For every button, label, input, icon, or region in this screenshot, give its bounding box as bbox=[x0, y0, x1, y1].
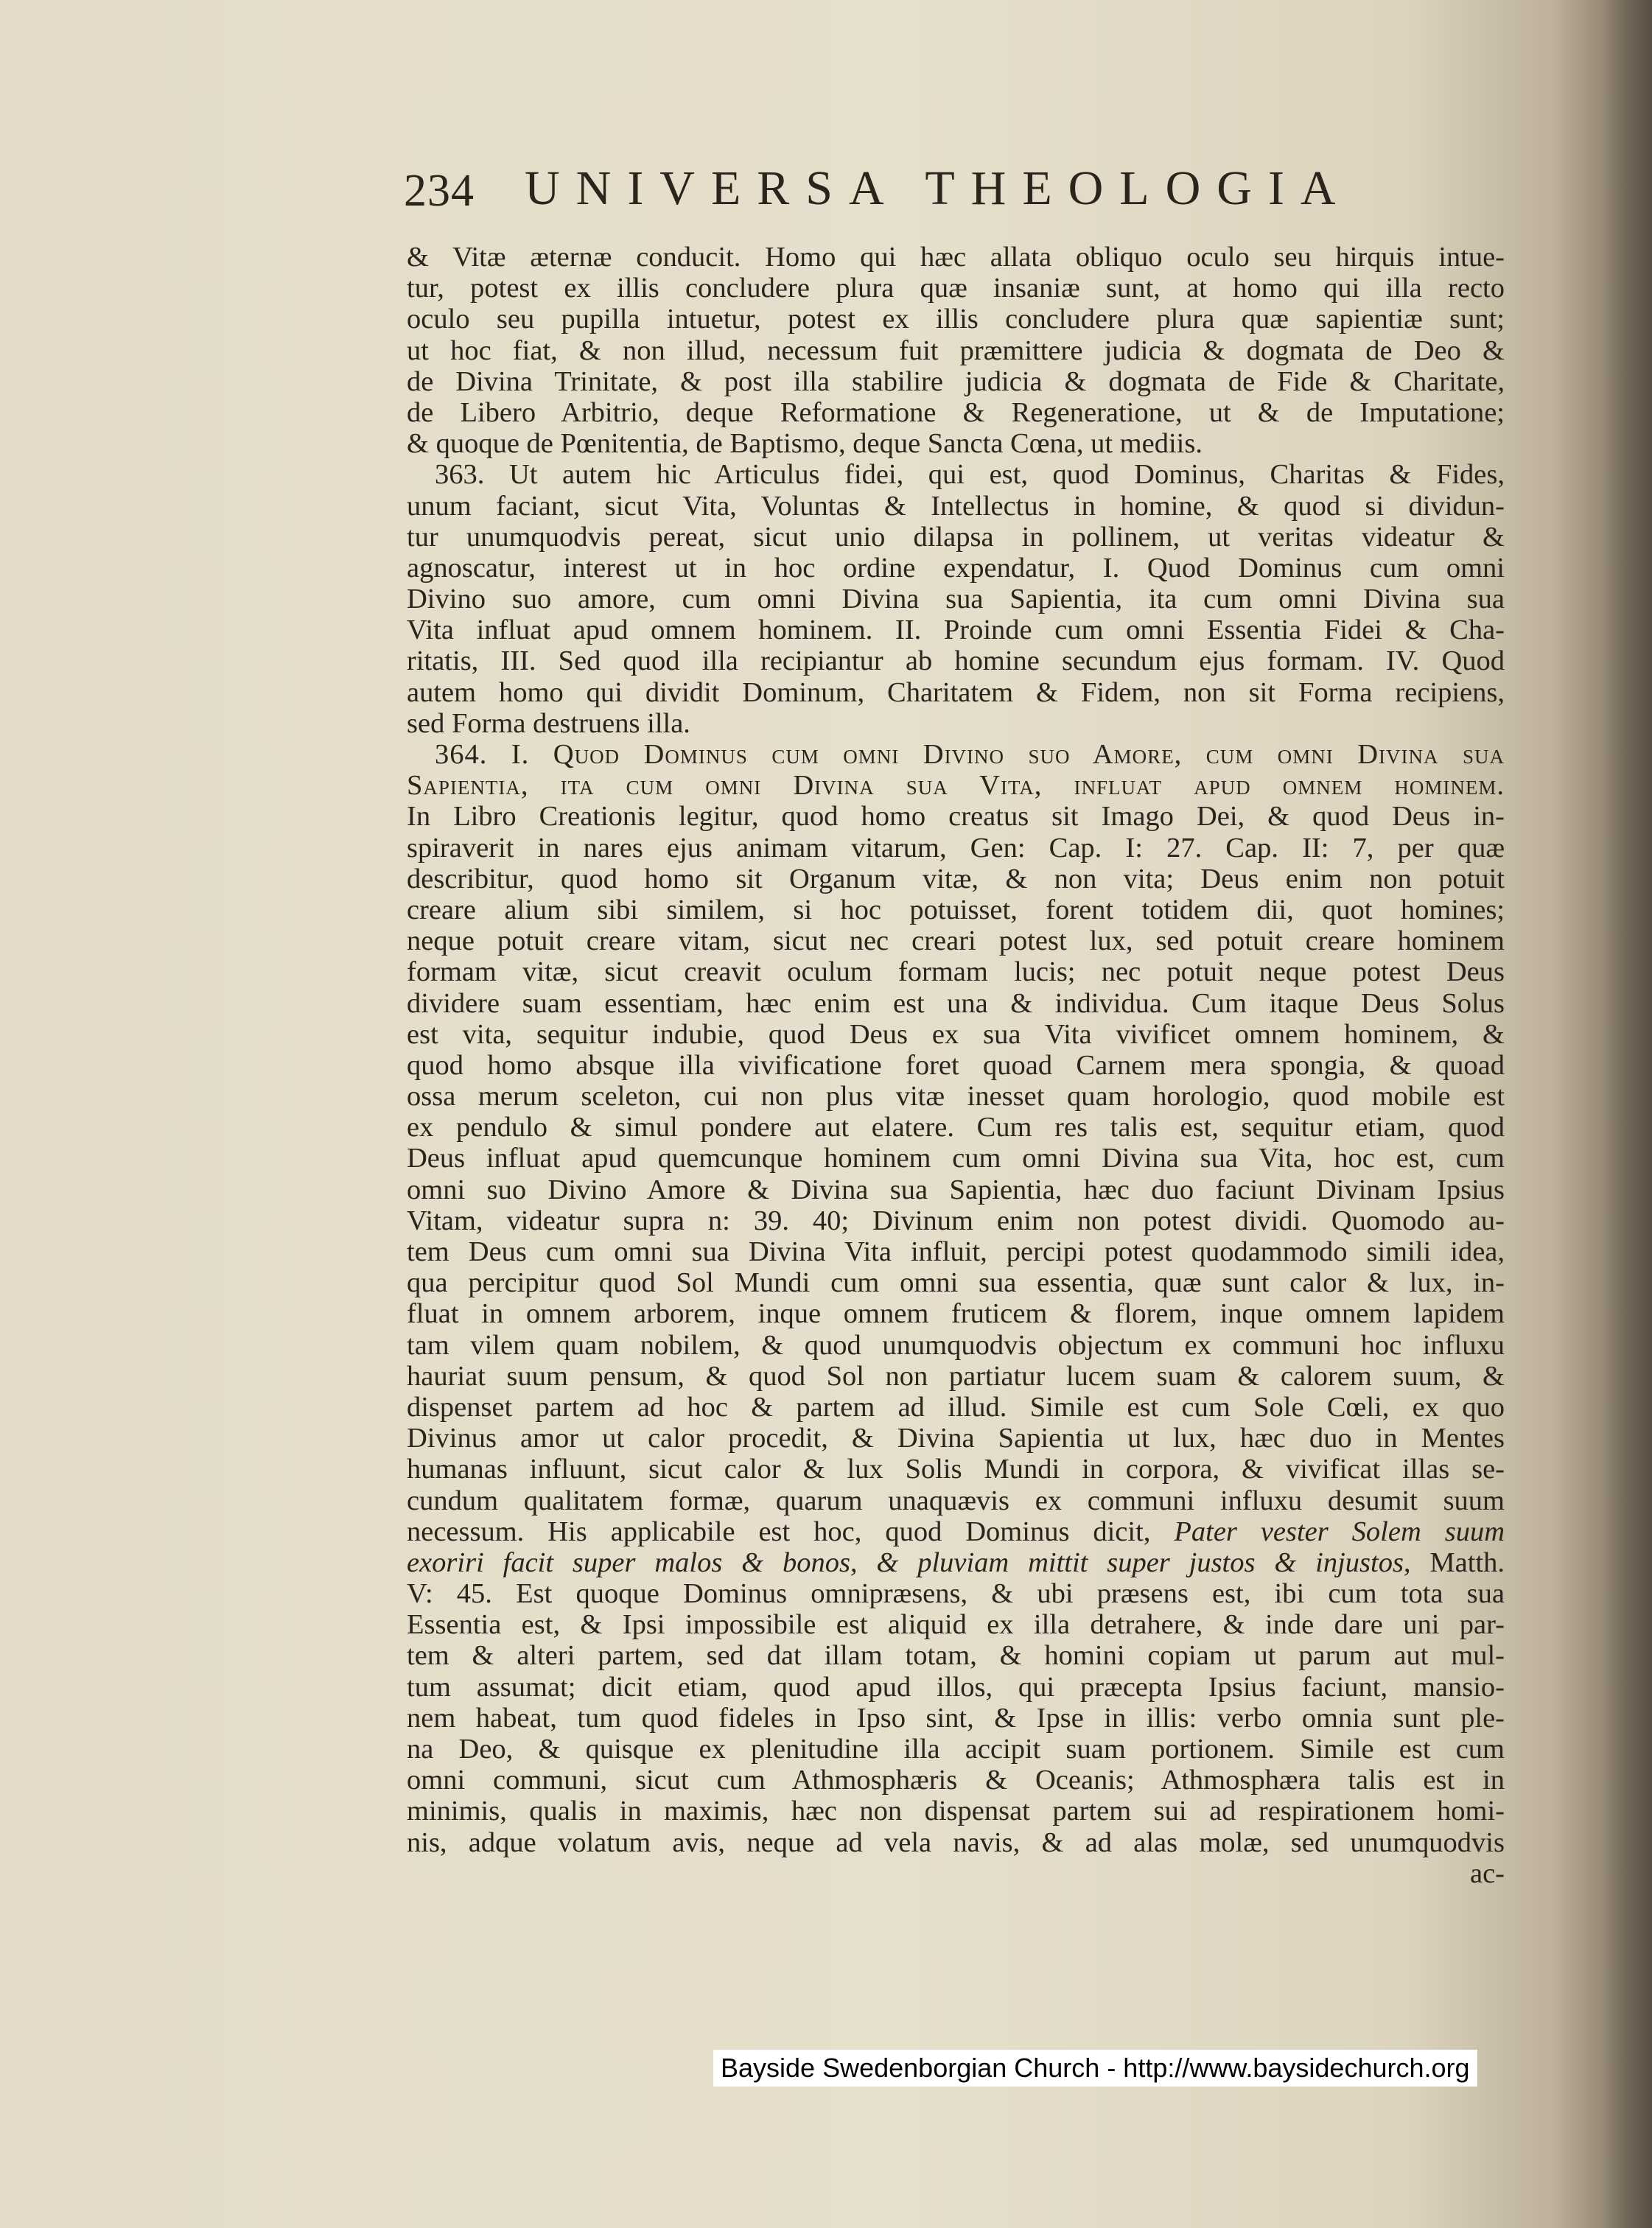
paragraph-364-heading: 364. I. Quod Dominus cum omni Divino suo Amore, cum omni Divina sua bbox=[435, 739, 1505, 770]
text-line: ritatis, III. Sed quod illa recipiantur ab homine secundum ejus formam. IV. Quod bbox=[407, 645, 1505, 677]
text-line: minimis, qualis in maximis, hæc non dispensat partem sui ad respirationem homi- bbox=[407, 1796, 1505, 1827]
text-line: sed Forma destruens illa. bbox=[407, 707, 690, 739]
text-line: creare alium sibi similem, si hoc potuisset, forent totidem dii, quot homines; bbox=[407, 894, 1505, 925]
text-line: ossa merum sceleton, cui non plus vitæ inesset quam horologio, quod mobile est bbox=[407, 1081, 1505, 1113]
text-line: V: 45. Est quoque Dominus omnipræsens, & ubi præsens est, ibi cum tota sua bbox=[407, 1578, 1505, 1610]
text-line: est vita, sequitur indubie, quod Deus ex sua Vita vivificet omnem hominem, & bbox=[407, 1018, 1505, 1050]
text-line: dividere suam essentiam, hæc enim est una & individua. Cum itaque Deus Solus bbox=[407, 987, 1505, 1019]
italic-quote: exoriri facit super malos & bonos, & pluviam mittit super justos & injustos, bbox=[407, 1546, 1411, 1578]
text-line: tur, potest ex illis concludere plura quæ insaniæ sunt, at homo qui illa recto bbox=[407, 273, 1505, 304]
text-line: ex pendulo & simul pondere aut elatere. Cum res talis est, sequitur etiam, quod bbox=[407, 1112, 1505, 1143]
text-line: autem homo qui dividit Dominum, Charitatem & Fidem, non sit Forma recipiens, bbox=[407, 676, 1505, 708]
text-line: tum assumat; dicit etiam, quod apud illos, qui præcepta Ipsius faciunt, mansio- bbox=[407, 1671, 1505, 1703]
text-line: tam vilem quam nobilem, & quod unumquodvis objectum ex communi hoc influxu bbox=[407, 1329, 1505, 1361]
page-number: 234 bbox=[404, 166, 475, 216]
text-line: nis, adque volatum avis, neque ad vela navis, & ad alas molæ, sed unumquodvis bbox=[407, 1826, 1505, 1858]
text-line: tur unumquodvis pereat, sicut unio dilapsa in pollinem, ut veritas videatur & bbox=[407, 521, 1505, 553]
text-line: qua percipitur quod Sol Mundi cum omni sua essentia, quæ sunt calor & lux, in- bbox=[407, 1267, 1505, 1299]
text-line: Deus influat apud quemcunque hominem cum omni Divina sua Vita, hoc est, cum bbox=[407, 1143, 1505, 1174]
paragraph-364-heading-cont: Sapientia, ita cum omni Divina sua Vita, influat apud omnem hominem. bbox=[407, 770, 1505, 802]
text-line: de Divina Trinitate, & post illa stabilire judicia & dogmata de Fide & Charitate, bbox=[407, 365, 1505, 397]
text-line: na Deo, & quisque ex plenitudine illa accipit suam portionem. Simile est cum bbox=[407, 1734, 1505, 1765]
text-line: nem habeat, tum quod fideles in Ipso sint, & Ipse in illis: verbo omnia sunt ple- bbox=[407, 1702, 1505, 1734]
paragraph-363-start: 363. Ut autem hic Articulus fidei, qui est, quod Dominus, Charitas & Fides, bbox=[435, 459, 1505, 491]
text-segment: necessum. His applicabile est hoc, quod Dominus dicit, bbox=[407, 1516, 1151, 1547]
text-line: hauriat suum pensum, & quod Sol non partiatur lucem suam & calorem suum, & bbox=[407, 1360, 1505, 1392]
text-segment: Matth. bbox=[1429, 1546, 1505, 1578]
text-line: Vitam, videatur supra n: 39. 40; Divinum enim non potest dividi. Quomodo au- bbox=[407, 1205, 1505, 1236]
text-line: quod homo absque illa vivificatione foret quoad Carnem mera spongia, & quoad bbox=[407, 1049, 1505, 1081]
text-line: fluat in omnem arborem, inque omnem fruticem & florem, inque omnem lapidem bbox=[407, 1298, 1505, 1330]
watermark-caption: Bayside Swedenborgian Church - http://www.baysidechurch.org bbox=[713, 2050, 1477, 2087]
text-line: tem & alteri partem, sed dat illam totam, & homini copiam ut parum aut mul- bbox=[407, 1640, 1505, 1672]
text-line: cundum qualitatem formæ, quarum unaquævis ex communi influxu desumit suum bbox=[407, 1485, 1505, 1516]
text-line: formam vitæ, sicut creavit oculum formam lucis; nec potuit neque potest Deus bbox=[407, 956, 1505, 988]
text-line: & Vitæ æternæ conducit. Homo qui hæc allata obliquo oculo seu hirquis intue- bbox=[407, 242, 1505, 273]
text-line: neque potuit creare vitam, sicut nec creari potest lux, sed potuit creare hominem bbox=[407, 925, 1505, 957]
text-line: unum faciant, sicut Vita, Voluntas & Intellectus in homine, & quod si dividun- bbox=[407, 490, 1505, 522]
text-line: tem Deus cum omni sua Divina Vita influit, percipi potest quodammodo simili idea, bbox=[407, 1236, 1505, 1267]
text-line: agnoscatur, interest ut in hoc ordine expendatur, I. Quod Dominus cum omni bbox=[407, 552, 1505, 584]
catchword: ac- bbox=[1470, 1857, 1505, 1889]
text-line: humanas influunt, sicut calor & lux Solis Mundi in corpora, & vivificat illas se- bbox=[407, 1454, 1505, 1485]
text-line: oculo seu pupilla intuetur, potest ex illis concludere plura quæ sapientiæ sunt; bbox=[407, 304, 1505, 335]
text-line: Divino suo amore, cum omni Divina sua Sapientia, ita cum omni Divina sua bbox=[407, 584, 1505, 615]
text-line: In Libro Creationis legitur, quod homo creatus sit Imago Dei, & quod Deus in- bbox=[407, 801, 1505, 833]
text-line: dispenset partem ad hoc & partem ad illud. Simile est cum Sole Cœli, ex quo bbox=[407, 1391, 1505, 1423]
text-line: omni suo Divino Amore & Divina sua Sapientia, hæc duo faciunt Divinam Ipsius bbox=[407, 1174, 1505, 1205]
italic-quote: Pater vester Solem suum bbox=[1174, 1516, 1505, 1547]
text-line: Essentia est, & Ipsi impossibile est aliquid ex illa detrahere, & inde dare uni par- bbox=[407, 1609, 1505, 1641]
page-header bbox=[404, 161, 1494, 220]
text-line-with-quote bbox=[407, 1516, 1505, 1547]
text-line: spiraverit in nares ejus animam vitarum, Gen: Cap. I: 27. Cap. II: 7, per quæ bbox=[407, 832, 1505, 863]
text-line: Vita influat apud omnem hominem. II. Proinde cum omni Essentia Fidei & Cha- bbox=[407, 614, 1505, 646]
text-line: ut hoc fiat, & non illud, necessum fuit præmittere judicia & dogmata de Deo & bbox=[407, 334, 1505, 366]
text-line-with-quote bbox=[407, 1547, 1505, 1578]
text-line: & quoque de Pœnitentia, de Baptismo, deque Sancta Cœna, ut mediis. bbox=[407, 428, 1203, 460]
text-line: de Libero Arbitrio, deque Reformatione & Regeneratione, ut & de Imputatione; bbox=[407, 396, 1505, 428]
body-text bbox=[407, 242, 1505, 1889]
text-line: Divinus amor ut calor procedit, & Divina Sapientia ut lux, hæc duo in Mentes bbox=[407, 1423, 1505, 1454]
running-title: UNIVERSA THEOLOGIA bbox=[525, 161, 1352, 215]
text-line: describitur, quod homo sit Organum vitæ, & non vita; Deus enim non potuit bbox=[407, 863, 1505, 894]
text-line: omni communi, sicut cum Athmosphæris & Oceanis; Athmosphæra talis est in bbox=[407, 1765, 1505, 1796]
